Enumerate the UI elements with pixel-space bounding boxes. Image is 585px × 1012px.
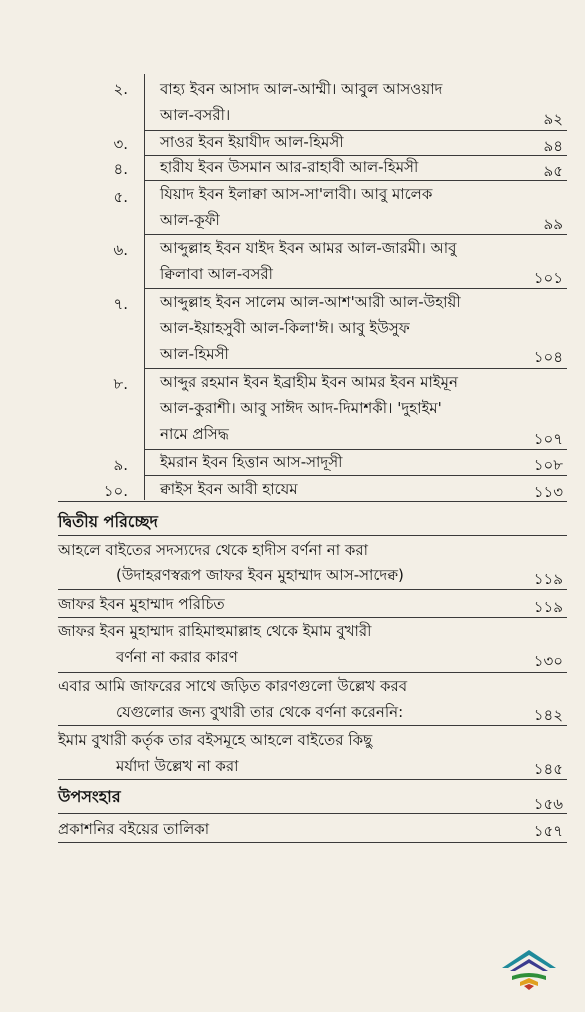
- entry-page-number: ১১৯: [533, 598, 563, 616]
- entry-title-line: আব্দুল্লাহ ইবন সালেম আল-আশ'আরী আল-উহায়ী: [160, 293, 461, 311]
- conclusion-page-number: ১৫৬: [533, 795, 563, 813]
- entry-number: ৯.: [113, 456, 128, 474]
- entry-number: ১০.: [103, 482, 128, 500]
- entry-page-number: ১৩০: [533, 652, 563, 670]
- entry-title-line: আল-ইয়াহসুবী আল-কিলা'ঈ। আবু ইউসুফ: [160, 319, 410, 337]
- entry-divider: [144, 180, 567, 181]
- entry-page-number: ১০৪: [533, 348, 563, 366]
- entry-title-line: বর্ণনা না করার কারণ: [116, 648, 238, 666]
- entry-title-line: যিয়াদ ইবন ইলাক্বা আস-সা'লাবী। আবু মালেক: [160, 185, 433, 203]
- entry-divider: [58, 842, 567, 843]
- entry-divider: [144, 449, 567, 450]
- entry-title-line: মর্যাদা উল্লেখ না করা: [116, 757, 239, 775]
- entry-divider: [58, 672, 567, 673]
- entry-title-line: এবার আমি জাফরের সাথে জড়িত কারণগুলো উল্লেখ করব: [58, 677, 408, 695]
- section-heading: দ্বিতীয় পরিচ্ছেদ: [58, 512, 158, 531]
- entry-title-line: ক্বিলাবা আল-বসরী: [160, 265, 273, 283]
- entry-page-number: ৯২: [543, 110, 563, 128]
- entry-number: ৮.: [113, 375, 128, 393]
- entry-number: ৬.: [113, 241, 128, 259]
- entry-title-line: ইমাম বুখারী কর্তৃক তার বইসমূহে আহলে বাইতের কিছু: [58, 731, 373, 749]
- entry-title-line: আব্দুর রহমান ইবন ইব্রাহীম ইবন আমর ইবন মাইমূন: [160, 373, 458, 391]
- entry-title-line: আল-কুরাশী। আবু সাঈদ আদ-দিমাশকী। 'দুহাইম': [160, 399, 442, 417]
- entry-page-number: ১১৩: [533, 483, 563, 501]
- entry-number: ৪.: [113, 160, 128, 178]
- entry-divider: [58, 617, 567, 618]
- entry-page-number: ৯৪: [543, 137, 563, 155]
- conclusion-heading: উপসংহার: [58, 787, 121, 806]
- entry-title-line: সাওর ইবন ইয়াযীদ আল-হিমসী: [160, 133, 344, 151]
- entry-page-number: ১৪২: [533, 706, 563, 724]
- entry-divider: [58, 589, 567, 590]
- catalog-label: প্রকাশনির বইয়ের তালিকা: [58, 820, 210, 838]
- entry-title-line: জাফর ইবন মুহাম্মাদ পরিচিত: [58, 595, 225, 613]
- entry-title-line: আল-হিমসী: [160, 345, 229, 363]
- entry-title-line: জাফর ইবন মুহাম্মাদ রাহিমাহুমাল্লাহ থেকে ইমাম বুখারী: [58, 622, 372, 640]
- entry-title-line: বাহ্য ইবন আসাদ আল-আম্মী। আবুল আসওয়াদ: [160, 80, 443, 98]
- entry-page-number: ৯৫: [543, 162, 563, 180]
- entry-page-number: ৯৯: [543, 215, 563, 233]
- entry-page-number: ১০৭: [533, 430, 563, 448]
- catalog-page-number: ১৫৭: [533, 822, 563, 840]
- entry-divider: [144, 288, 567, 289]
- entry-title-line: যেগুলোর জন্য বুখারী তার থেকে বর্ণনা করেননি:: [116, 703, 404, 721]
- entry-divider: [144, 475, 567, 476]
- entry-page-number: ১৪৫: [533, 760, 563, 778]
- vertical-divider: [144, 74, 145, 500]
- entry-divider: [58, 779, 567, 780]
- entry-number: ২.: [113, 80, 128, 98]
- entry-number: ৭.: [113, 295, 128, 313]
- section-divider: [58, 535, 567, 536]
- entry-number: ৫.: [113, 188, 128, 206]
- entry-divider: [58, 501, 567, 502]
- entry-divider: [58, 725, 567, 726]
- entry-page-number: ১০১: [533, 269, 563, 287]
- entry-title-line: ইমরান ইবন হিত্তান আস-সাদূসী: [160, 453, 343, 471]
- entry-title-line: আব্দুল্লাহ ইবন যাইদ ইবন আমর আল-জারমী। আবু: [160, 239, 457, 257]
- entry-title-line: ক্বাইস ইবন আবী হাযেম: [160, 480, 298, 498]
- entry-title-line: (উদাহরণস্বরূপ জাফর ইবন মুহাম্মাদ আস-সাদেক্ব): [116, 566, 404, 584]
- entry-title-line: আল-কূফী: [160, 211, 220, 229]
- entry-title-line: আল-বসরী।: [160, 106, 231, 124]
- entry-title-line: হারীয ইবন উসমান আর-রাহাবী আল-হিমসী: [160, 158, 419, 176]
- section-divider: [58, 813, 567, 814]
- entry-page-number: ১০৮: [533, 456, 563, 474]
- publisher-logo-icon: [498, 946, 560, 994]
- entry-title-line: নামে প্রসিদ্ধ: [160, 425, 229, 443]
- entry-title-line: আহলে বাইতের সদস্যদের থেকে হাদীস বর্ণনা না করা: [58, 541, 368, 559]
- entry-number: ৩.: [113, 135, 128, 153]
- entry-divider: [144, 368, 567, 369]
- entry-divider: [144, 234, 567, 235]
- entry-page-number: ১১৯: [533, 570, 563, 588]
